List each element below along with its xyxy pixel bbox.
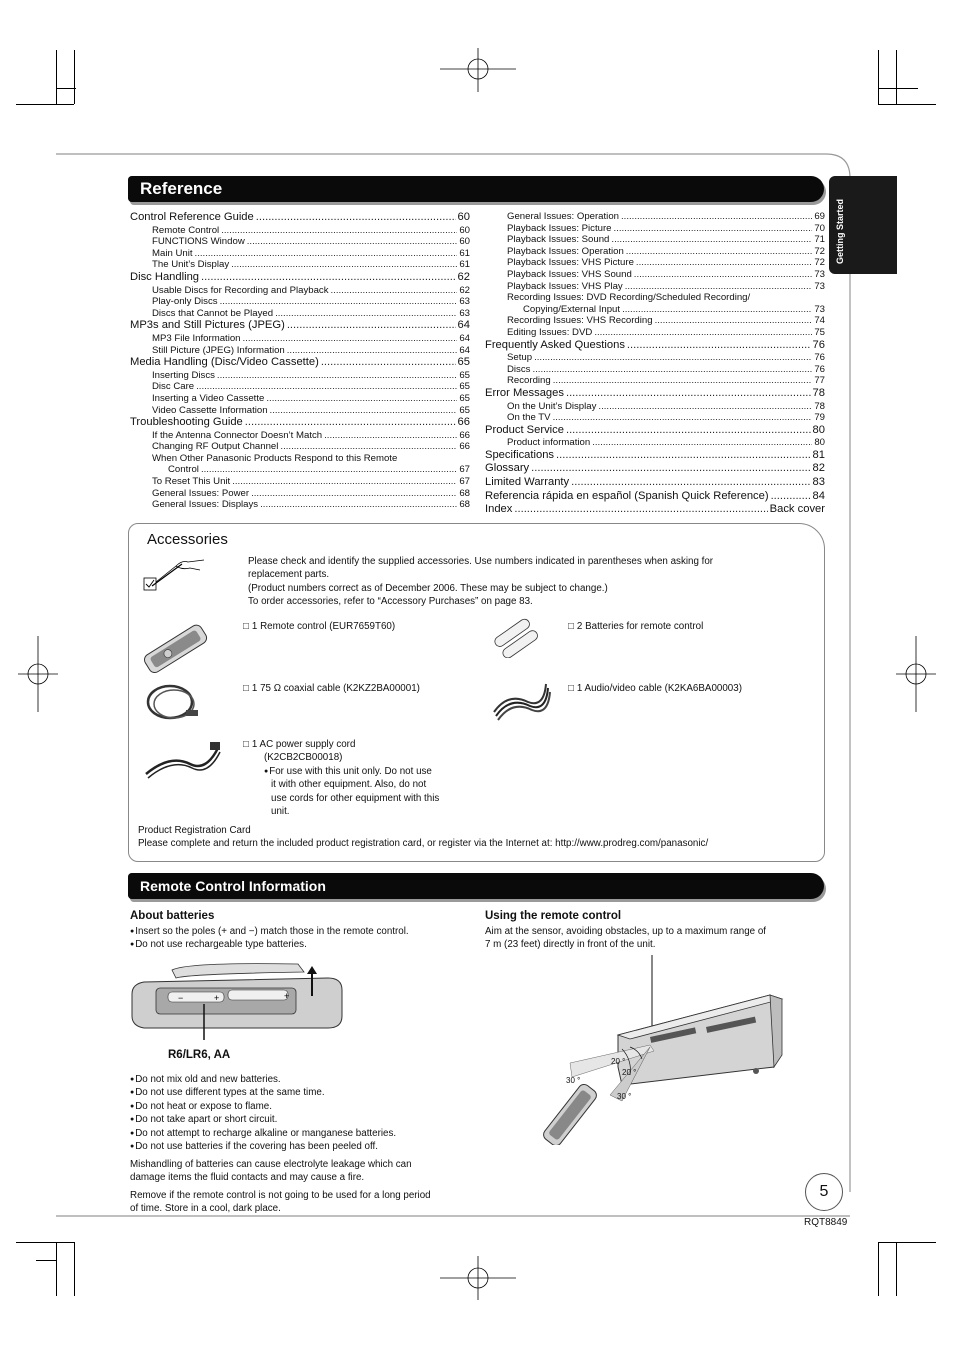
toc-entry	[485, 490, 825, 504]
toc-leader	[201, 464, 457, 476]
toc-leader	[534, 352, 812, 364]
toc-entry	[485, 327, 825, 339]
batteries-heading: About batteries	[130, 910, 215, 922]
accessory-remote: □ 1 Remote control (EUR7659T60)	[243, 620, 395, 633]
toc-leader	[614, 223, 813, 235]
toc-leader	[324, 430, 457, 442]
toc-leader	[270, 405, 458, 417]
toc-entry-page: Back cover	[769, 503, 825, 516]
toc-entry	[485, 364, 825, 376]
toc-entry	[130, 405, 470, 417]
toc-entry	[485, 412, 825, 424]
toc-entry-page: 66	[459, 441, 470, 453]
toc-entry	[130, 488, 470, 500]
intro-line: replacement parts.	[248, 569, 330, 581]
toc-entry-page: 60	[459, 236, 470, 248]
toc-entry-page: 62	[459, 284, 470, 296]
toc-entry-title: Recording	[507, 375, 551, 387]
battery-note: ● Insert so the poles (+ and −) match those in the remote control.	[130, 925, 470, 938]
toc-entry-title: Playback Issues: Operation	[507, 245, 624, 257]
registration-card	[138, 824, 818, 851]
caution-item: ● Do not heat or expose to flame.	[130, 1100, 470, 1113]
battery-note: ● Do not use rechargeable type batteries.	[130, 938, 470, 951]
angle-label: 20 °	[611, 1057, 626, 1066]
toc-entry	[130, 464, 470, 476]
toc-entry-page: 75	[814, 326, 825, 338]
remove-line: of time. Store in a cool, dark place.	[130, 1203, 281, 1215]
toc-entry	[130, 370, 470, 382]
toc-leader	[622, 304, 812, 316]
toc-entry-title: Disc Handling	[130, 270, 200, 283]
toc-leader	[598, 401, 812, 413]
toc-entry-page: 61	[459, 259, 470, 271]
toc-leader	[196, 381, 457, 393]
svg-text:+: +	[214, 993, 220, 1003]
toc-entry-title: Playback Issues: VHS Picture	[507, 257, 634, 269]
remote-info-header	[128, 873, 824, 899]
toc-entry	[130, 356, 470, 370]
toc-entry-title: Frequently Asked Questions	[485, 338, 625, 351]
toc-leader	[245, 416, 456, 430]
toc-entry-page: 80	[814, 437, 825, 449]
toc-leader	[556, 449, 811, 463]
toc-entry-page: 76	[812, 338, 825, 351]
toc-entry	[485, 387, 825, 401]
toc-entry-page: 79	[814, 412, 825, 424]
caution-item: ● Do not attempt to recharge alkaline or manganese batteries.	[130, 1127, 470, 1140]
toc-entry	[485, 462, 825, 476]
toc-entry-page: 63	[459, 296, 470, 308]
toc-entry-page: 65	[459, 404, 470, 416]
toc-entry-page: 73	[814, 268, 825, 280]
accessory-av-cable: □ 1 Audio/video cable (K2KA6BA00003)	[568, 682, 742, 695]
toc-entry-title: The Unit’s Display	[152, 259, 230, 271]
toc-leader	[571, 476, 810, 490]
toc-entry	[485, 449, 825, 463]
page-number-text: 5	[819, 1183, 829, 1200]
toc-entry	[485, 257, 825, 269]
battery-cautions	[130, 1073, 470, 1153]
toc-entry-title: MP3s and Still Pictures (JPEG)	[130, 319, 285, 332]
toc-leader	[531, 462, 810, 476]
caution-item: ● Do not use batteries if the covering has been peeled off.	[130, 1140, 470, 1153]
toc-entry-page: 64	[459, 332, 470, 344]
toc-entry	[130, 259, 470, 271]
toc-leader	[611, 234, 812, 246]
document-code: RQT8849	[804, 1217, 848, 1228]
battery-type: R6/LR6, AA	[168, 1049, 231, 1061]
toc-entry-page: 65	[457, 356, 470, 369]
toc-leader	[243, 333, 458, 345]
toc-entry-title: Playback Issues: VHS Play	[507, 280, 623, 292]
toc-entry-page: 77	[814, 375, 825, 387]
toc-leader	[331, 285, 458, 297]
toc-entry	[130, 381, 470, 393]
toc-entry-title: Playback Issues: VHS Sound	[507, 268, 632, 280]
toc-entry	[485, 375, 825, 387]
intro-line: (Product numbers correct as of December 2006. These may be subject to change.)	[248, 582, 608, 594]
toc-leader	[514, 503, 767, 517]
toc-entry	[485, 211, 825, 223]
toc-entry-title: General Issues: Displays	[152, 499, 259, 511]
toc-leader	[553, 412, 813, 424]
ac-cord-line: (K2CB2CB00018)	[264, 752, 343, 764]
toc-leader	[627, 339, 811, 353]
toc-entry-page: 64	[459, 344, 470, 356]
toc-entry-title: Index	[485, 503, 513, 516]
registration-title: Product Registration Card	[138, 825, 251, 836]
toc-entry-page: 72	[814, 245, 825, 257]
toc-entry-page: 61	[459, 247, 470, 259]
batteries-notes	[130, 925, 470, 952]
ac-note-line: it with other equipment. Also, do not	[271, 779, 427, 791]
mishandling-line: Mishandling of batteries can cause electrolyte leakage which can	[130, 1159, 412, 1170]
toc-entry	[485, 437, 825, 449]
toc-entry-page: 69	[814, 211, 825, 222]
toc-entry-title: MP3 File Information	[152, 332, 241, 344]
toc-entry-title: Play-only Discs	[152, 296, 218, 308]
toc-entry	[130, 296, 470, 308]
toc-entry-title: Recording Issues: DVD Recording/Scheduled Recording/	[507, 292, 751, 304]
accessory-coax: □ 1 75 Ω coaxial cable (K2KZ2BA00001)	[243, 682, 420, 695]
using-line: 7 m (23 feet) directly in front of the unit.	[485, 939, 656, 951]
toc-entry	[130, 225, 470, 237]
toc-entry-title: To Reset This Unit	[152, 476, 231, 488]
using-heading: Using the remote control	[485, 910, 622, 922]
toc-leader	[201, 271, 456, 285]
toc-entry	[485, 269, 825, 281]
toc-leader	[247, 236, 458, 248]
toc-entry-title: Video Cassette Information	[152, 404, 268, 416]
toc-entry	[130, 236, 470, 248]
using-text	[485, 925, 825, 952]
ac-cord-line: □ 1 AC power supply cord	[243, 738, 473, 751]
toc-entry-page: 78	[814, 400, 825, 412]
toc-entry	[485, 339, 825, 353]
toc-entry-page: 76	[814, 352, 825, 364]
toc-leader	[195, 248, 458, 260]
toc-entry-title: FUNCTIONS Window	[152, 236, 245, 248]
side-tab	[829, 176, 897, 274]
toc-entry	[130, 430, 470, 442]
toc-entry-title: Product information	[507, 437, 591, 449]
toc-entry-title: Recording Issues: VHS Recording	[507, 315, 653, 327]
angle-label: 20 °	[622, 1068, 637, 1077]
toc-entry-page: 82	[812, 462, 825, 475]
ac-note-line: ● For use with this unit only. Do not use	[243, 765, 473, 778]
toc-leader	[221, 225, 457, 237]
svg-text:−: −	[178, 993, 184, 1003]
toc-entry-title: Editing Issues: DVD	[507, 326, 593, 338]
toc-entry-page: 73	[814, 280, 825, 292]
toc-leader	[636, 257, 812, 269]
toc-entry-title: Main Unit	[152, 247, 193, 259]
toc-entry-page: 64	[457, 319, 470, 332]
toc-entry-page: 65	[459, 392, 470, 404]
toc-leader	[594, 327, 812, 339]
toc-entry	[485, 292, 825, 304]
mishandling-line: damage items the fluid contacts and may cause a fire.	[130, 1172, 365, 1184]
toc-entry-title: Discs that Cannot be Played	[152, 307, 274, 319]
caution-item: ● Do not take apart or short circuit.	[130, 1113, 470, 1126]
toc-entry	[130, 285, 470, 297]
toc-entry-page: 83	[812, 476, 825, 489]
toc-entry	[130, 499, 470, 511]
intro-line: To order accessories, refer to “Accessory Purchases” on page 83.	[248, 596, 533, 608]
registration-text: Please complete and return the included product registration card, or register via the Internet at: http://www.prodreg.com/panasonic/	[138, 838, 709, 850]
toc-leader	[634, 269, 813, 281]
remove-line: Remove if the remote control is not going to be used for a long period	[130, 1190, 431, 1201]
coaxial-cable-icon	[140, 680, 206, 728]
toc-entry-page: 84	[812, 489, 825, 502]
toc-entry-title: If the Antenna Connector Doesn’t Match	[152, 429, 323, 441]
remote-battery-illustration	[128, 960, 348, 1042]
toc-leader	[275, 308, 457, 320]
reference-title: Reference	[140, 179, 223, 198]
toc-entry-title: When Other Panasonic Products Respond to this Remote	[152, 452, 398, 464]
toc-leader	[625, 281, 813, 293]
toc-leader	[655, 315, 813, 327]
accessories-title: Accessories	[147, 531, 228, 548]
toc-entry-page: 65	[459, 369, 470, 381]
toc-entry	[130, 476, 470, 488]
toc-entry-title: Disc Care	[152, 381, 195, 393]
toc-leader	[566, 424, 811, 438]
toc-entry	[130, 441, 470, 453]
toc-entry-page: 73	[814, 303, 825, 315]
accessories-intro	[248, 555, 818, 609]
toc-entry-title: Copying/External Input	[523, 303, 621, 315]
toc-entry-title: General Issues: Power	[152, 487, 250, 499]
toc-entry	[130, 453, 470, 465]
toc-entry-title: General Issues: Operation	[507, 211, 619, 222]
accessory-batteries: □ 2 Batteries for remote control	[568, 620, 703, 633]
toc-entry-page: 68	[459, 499, 470, 511]
toc-entry-page: 81	[812, 448, 825, 461]
toc-entry-page: 63	[459, 307, 470, 319]
batteries-icon	[492, 618, 542, 658]
toc-leader	[220, 296, 458, 308]
toc-entry	[485, 234, 825, 246]
toc-entry-title: Troubleshooting Guide	[130, 416, 243, 429]
toc-entry-page: 65	[459, 381, 470, 393]
toc-leader	[592, 437, 812, 449]
toc-entry-page: 66	[457, 416, 470, 429]
angle-label: 30 °	[617, 1092, 632, 1101]
toc-entry	[485, 424, 825, 438]
toc-leader	[566, 387, 811, 401]
toc-entry-page: 71	[814, 234, 825, 246]
ac-note-line: use cords for other equipment with this	[271, 792, 440, 804]
toc-entry	[485, 503, 825, 517]
toc-entry-page: 60	[459, 224, 470, 236]
toc-entry	[130, 271, 470, 285]
toc-entry-title: Product Service	[485, 423, 564, 436]
toc-left-column	[130, 211, 470, 511]
toc-entry-page: 74	[814, 315, 825, 327]
using-line: Aim at the sensor, avoiding obstacles, up to a maximum range of	[485, 926, 766, 937]
toc-leader	[280, 441, 457, 453]
toc-leader	[287, 319, 456, 333]
side-tab-label: Getting Started	[835, 198, 845, 264]
mishandling-note	[130, 1158, 470, 1185]
toc-entry-title: Setup	[507, 352, 533, 364]
toc-entry-page: 66	[459, 429, 470, 441]
toc-leader	[232, 476, 457, 488]
caution-item: ● Do not mix old and new batteries.	[130, 1073, 470, 1086]
toc-entry	[130, 345, 470, 357]
toc-entry-title: Still Picture (JPEG) Information	[152, 344, 285, 356]
caution-item: ● Do not use different types at the same time.	[130, 1086, 470, 1099]
toc-leader	[321, 356, 456, 370]
ac-note-line: unit.	[271, 806, 290, 818]
toc-entry	[130, 333, 470, 345]
angle-label: 30 °	[566, 1076, 581, 1085]
page-number	[805, 1173, 843, 1211]
toc-entry-title: Remote Control	[152, 224, 220, 236]
toc-entry-page: 67	[459, 464, 470, 476]
remote-usage-diagram	[530, 955, 790, 1145]
toc-entry-title: Discs	[507, 363, 531, 375]
toc-leader	[251, 488, 457, 500]
remote-control-icon	[140, 619, 210, 677]
toc-leader	[287, 345, 458, 357]
toc-right-column	[485, 211, 825, 517]
toc-entry-title: Control Reference Guide	[130, 211, 254, 223]
toc-leader	[553, 375, 813, 387]
toc-entry	[130, 211, 470, 225]
toc-leader	[626, 246, 813, 258]
toc-entry-page: 67	[459, 476, 470, 488]
remote-info-title: Remote Control Information	[140, 878, 326, 894]
toc-entry	[485, 476, 825, 490]
toc-entry	[485, 223, 825, 235]
toc-entry	[130, 319, 470, 333]
check-hand-icon	[142, 556, 208, 596]
toc-entry-title: Error Messages	[485, 386, 564, 399]
toc-entry	[485, 246, 825, 258]
toc-entry-title: On the TV	[507, 412, 551, 424]
remove-note	[130, 1189, 475, 1216]
toc-entry-title: Media Handling (Disc/Video Cassette)	[130, 356, 319, 369]
toc-entry-title: Playback Issues: Sound	[507, 234, 610, 246]
toc-entry-title: Referencia rápida en español (Spanish Quick Reference)	[485, 489, 769, 502]
toc-entry-page: 76	[814, 363, 825, 375]
toc-entry	[485, 315, 825, 327]
toc-entry-page: 68	[459, 487, 470, 499]
svg-text:+: +	[284, 991, 290, 1001]
toc-entry-page: 62	[457, 270, 470, 283]
reference-header	[128, 176, 824, 202]
toc-entry-title: Inserting a Video Cassette	[152, 392, 265, 404]
toc-entry-page: 72	[814, 257, 825, 269]
toc-leader	[621, 211, 812, 223]
toc-entry-title: Glossary	[485, 462, 530, 475]
toc-entry-page: 78	[812, 386, 825, 399]
toc-entry-title: Playback Issues: Picture	[507, 222, 612, 234]
toc-leader	[771, 490, 811, 504]
toc-entry	[485, 401, 825, 413]
intro-line: Please check and identify the supplied accessories. Use numbers indicated in parentheses when asking for	[248, 556, 714, 567]
toc-entry-title: Specifications	[485, 448, 555, 461]
toc-entry	[130, 248, 470, 260]
toc-entry-title: Control	[168, 464, 199, 476]
toc-entry-page: 60	[457, 211, 470, 223]
toc-leader	[217, 370, 457, 382]
av-cable-icon	[490, 676, 552, 726]
ac-cord-icon	[140, 734, 226, 784]
toc-entry-title: Inserting Discs	[152, 369, 215, 381]
toc-entry	[130, 308, 470, 320]
toc-entry-title: Limited Warranty	[485, 476, 570, 489]
toc-entry	[130, 416, 470, 430]
toc-leader	[231, 259, 457, 271]
toc-leader	[256, 211, 456, 225]
toc-leader	[266, 393, 457, 405]
toc-entry-title: Changing RF Output Channel	[152, 441, 279, 453]
toc-entry	[485, 304, 825, 316]
toc-entry-title: On the Unit’s Display	[507, 400, 597, 412]
toc-leader	[260, 499, 457, 511]
toc-entry-page: 80	[812, 423, 825, 436]
toc-leader	[532, 364, 812, 376]
accessory-ac-cord	[243, 738, 473, 818]
toc-entry	[485, 281, 825, 293]
toc-entry-page: 70	[814, 222, 825, 234]
toc-entry	[485, 352, 825, 364]
toc-entry	[130, 393, 470, 405]
toc-entry-title: Usable Discs for Recording and Playback	[152, 284, 329, 296]
